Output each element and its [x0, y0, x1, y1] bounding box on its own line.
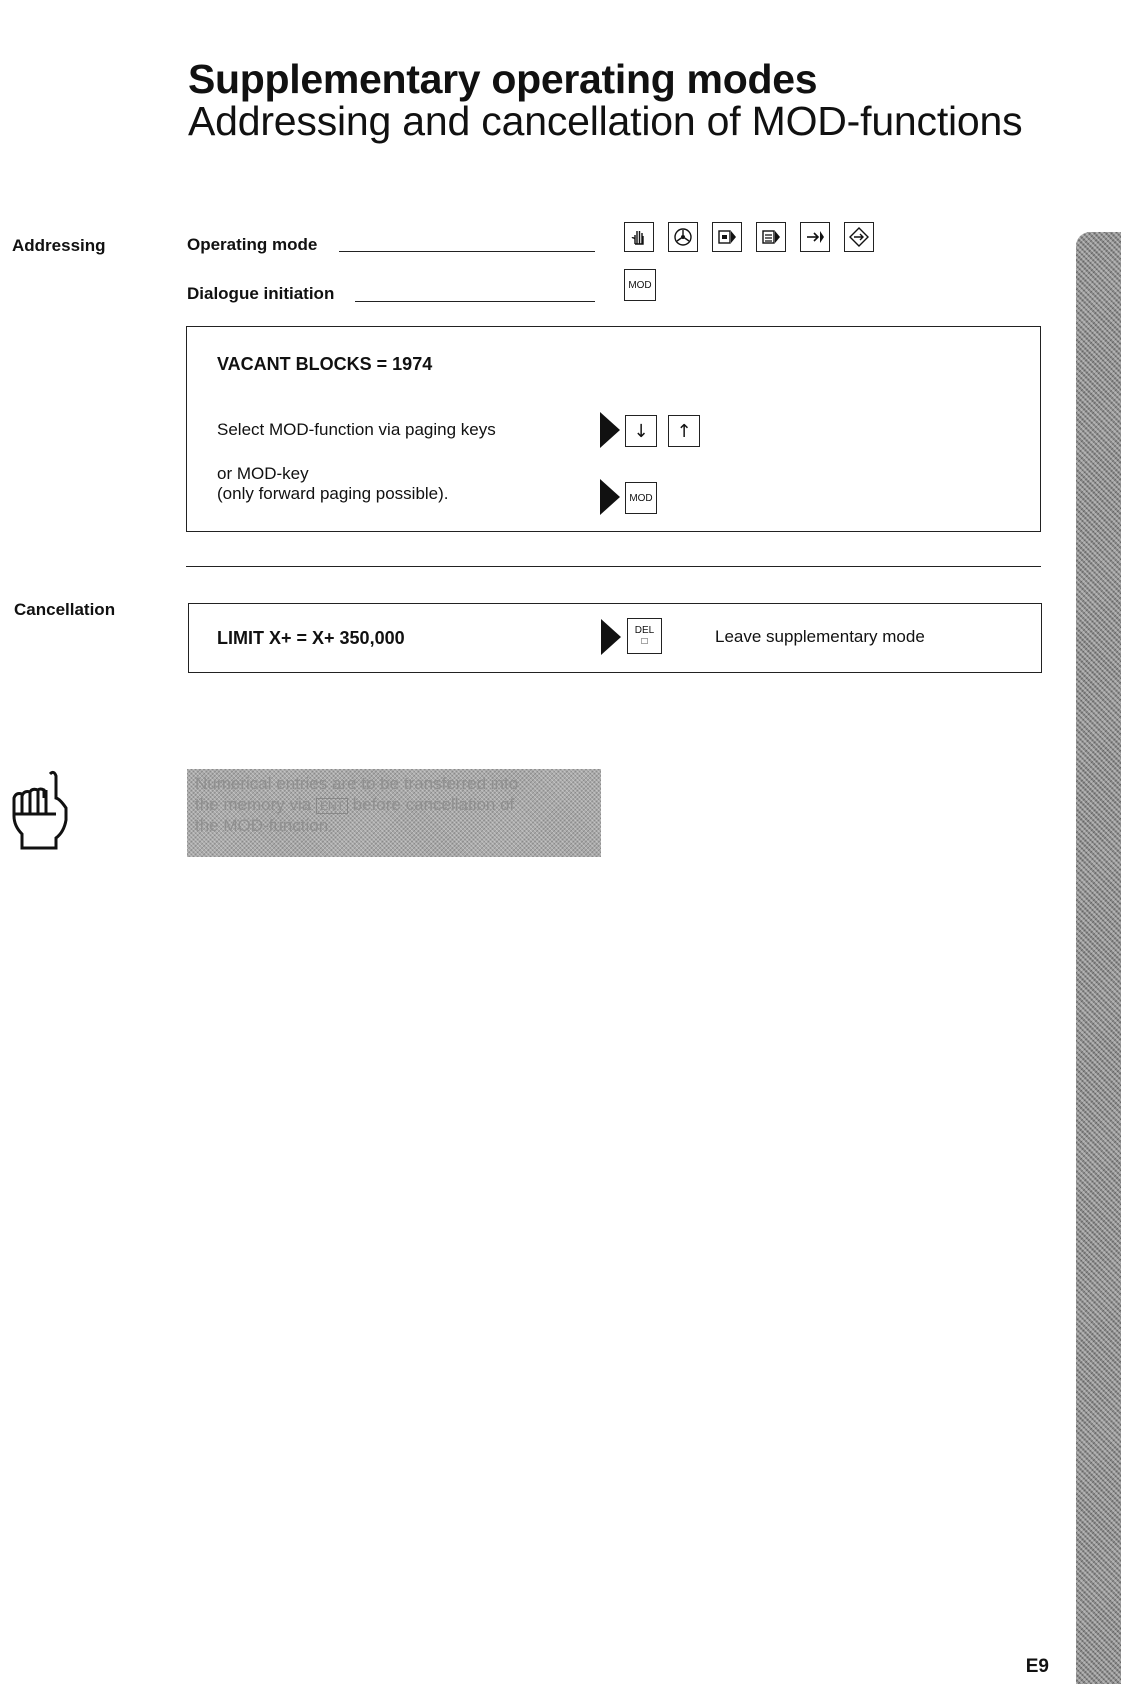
- page-subtitle: Addressing and cancellation of MOD-functions: [188, 98, 1023, 144]
- page-number: E9: [1025, 1656, 1049, 1677]
- del-key-symbol: □: [641, 636, 648, 647]
- page-title: Supplementary operating modes: [188, 56, 818, 102]
- handwheel-icon: [672, 226, 694, 248]
- program-storage-mode-key[interactable]: [844, 222, 874, 252]
- program-test-mode-key[interactable]: [800, 222, 830, 252]
- note-line-2-start: the memory via: [195, 795, 312, 814]
- leader-line: [339, 251, 595, 252]
- page-edge-stripe: [1076, 232, 1121, 1684]
- note-box: [187, 769, 601, 857]
- page-up-key[interactable]: ↑: [668, 415, 700, 447]
- note-line-2: [195, 794, 593, 815]
- note-line-1: Numerical entries are to be transferred into: [195, 774, 519, 793]
- instruction-mod-key: or MOD-key: [217, 464, 309, 483]
- vacant-blocks-display: VACANT BLOCKS = 1974: [217, 354, 433, 374]
- play-arrow-icon: [600, 412, 620, 448]
- pointing-hand-icon: [10, 768, 72, 855]
- instruction-paging: Select MOD-function via paging keys: [217, 420, 496, 439]
- leave-mode-text: Leave supplementary mode: [715, 627, 925, 646]
- program-storage-icon: [848, 226, 870, 248]
- section-label-addressing: Addressing: [12, 236, 106, 255]
- instruction-forward-only: (only forward paging possible).: [217, 484, 449, 503]
- limit-display: LIMIT X+ = X+ 350,000: [217, 628, 405, 648]
- mod-key-box[interactable]: MOD: [625, 482, 657, 514]
- full-sequence-icon: [760, 227, 782, 247]
- single-block-mode-key[interactable]: [712, 222, 742, 252]
- dialogue-initiation-label: Dialogue initiation: [187, 284, 335, 303]
- operating-mode-label: Operating mode: [187, 235, 318, 254]
- page-down-key[interactable]: ↓: [625, 415, 657, 447]
- full-sequence-mode-key[interactable]: [756, 222, 786, 252]
- program-test-icon: [804, 227, 826, 247]
- note-line-3: the MOD-function.: [195, 816, 333, 835]
- section-divider: [186, 566, 1041, 567]
- note-line-2-end: before cancellation of: [352, 795, 515, 814]
- mod-key[interactable]: MOD: [624, 269, 656, 301]
- single-block-icon: [716, 227, 738, 247]
- del-key-label: DEL: [634, 625, 655, 636]
- play-arrow-icon: [600, 479, 620, 515]
- section-label-cancellation: Cancellation: [14, 600, 116, 619]
- manual-mode-key[interactable]: [624, 222, 654, 252]
- handwheel-mode-key[interactable]: [668, 222, 698, 252]
- leader-line: [355, 301, 595, 302]
- del-key[interactable]: [627, 618, 662, 654]
- play-arrow-icon: [601, 619, 621, 655]
- ent-key-inline: ENT: [316, 798, 348, 814]
- hand-icon: [629, 227, 649, 247]
